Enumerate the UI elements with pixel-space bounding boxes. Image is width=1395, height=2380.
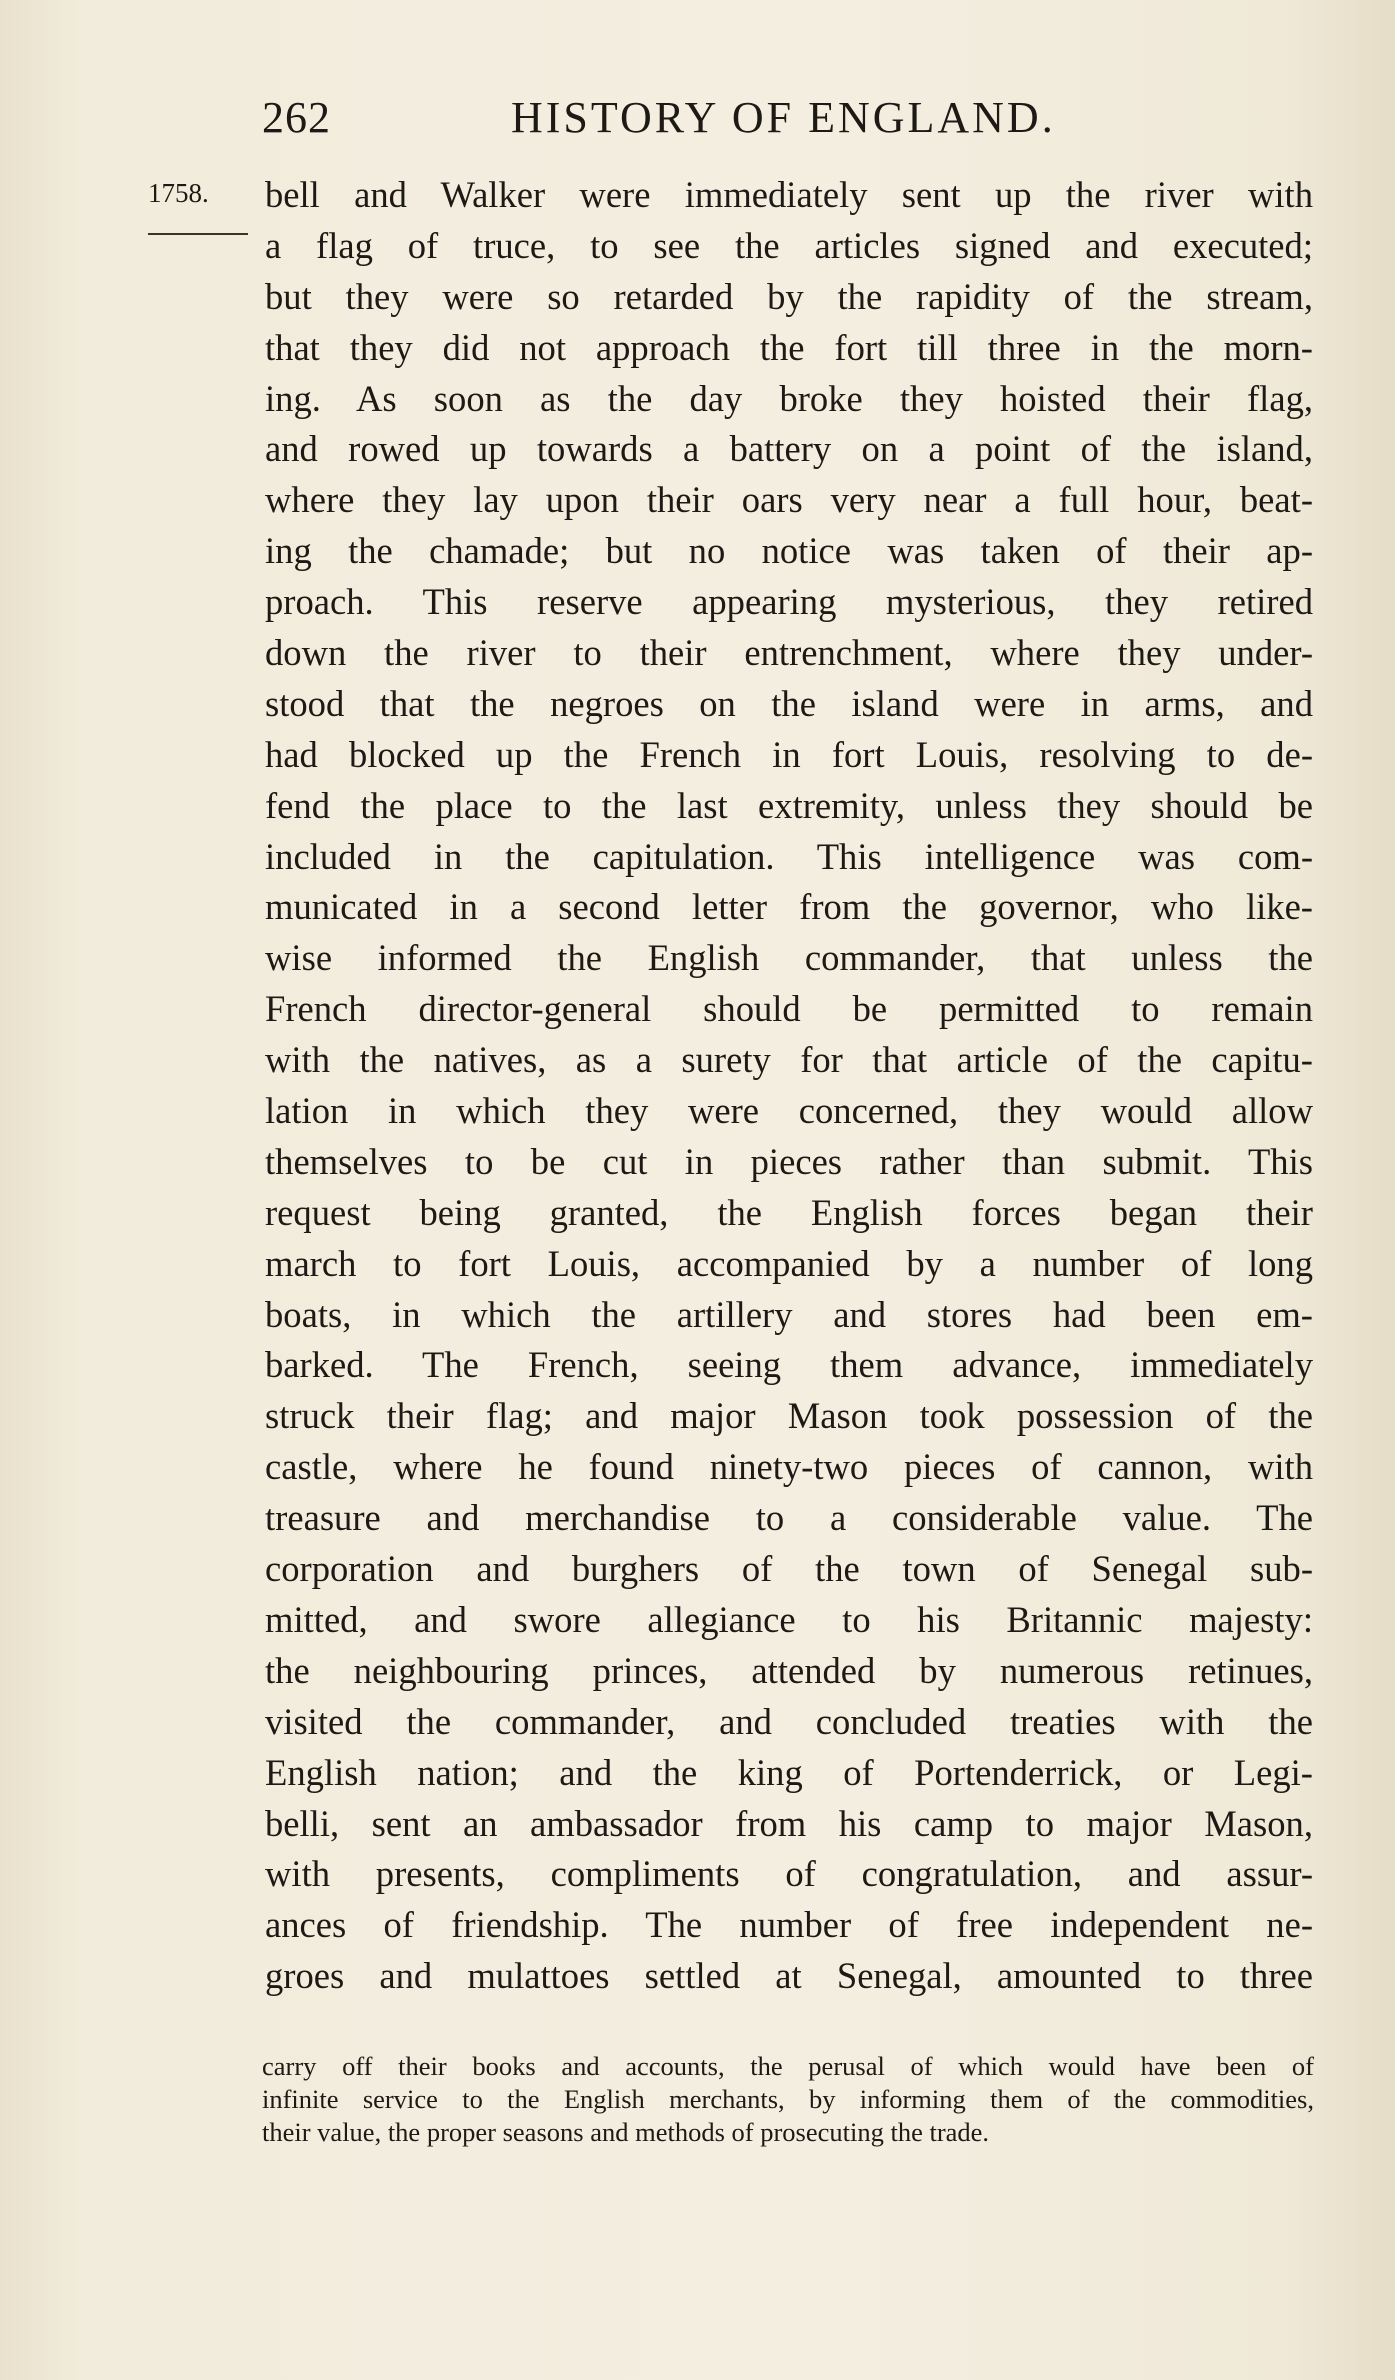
- text-line: included in the capitulation. This intelligence was com-: [265, 835, 1313, 877]
- text-line: ing. As soon as the day broke they hoisted their flag,: [265, 377, 1313, 419]
- text-line: groes and mulattoes settled at Senegal, amounted to three: [265, 1955, 1313, 1997]
- text-line: stood that the negroes on the island were in arms, and: [265, 682, 1313, 724]
- text-line: a flag of truce, to see the articles signed and executed;: [265, 224, 1313, 266]
- text-line: the neighbouring princes, attended by numerous retinues,: [265, 1649, 1313, 1691]
- text-line: ances of friendship. The number of free independent ne-: [265, 1904, 1313, 1946]
- text-line: struck their flag; and major Mason took possession of the: [265, 1395, 1313, 1437]
- text-line: march to fort Louis, accompanied by a number of long: [265, 1242, 1313, 1284]
- margin-year: 1758.: [148, 178, 209, 208]
- footnote-line: their value, the proper seasons and methods of prosecuting the trade.: [262, 2117, 990, 2147]
- text-line: request being granted, the English forces began their: [265, 1191, 1313, 1233]
- text-line: treasure and merchandise to a considerable value. The: [265, 1497, 1313, 1539]
- text-line: barked. The French, seeing them advance, immediately: [265, 1344, 1313, 1386]
- body-text: [265, 170, 1313, 2002]
- text-line: boats, in which the artillery and stores had been em-: [265, 1293, 1313, 1335]
- text-line: with the natives, as a surety for that article of the capitu-: [265, 1039, 1313, 1081]
- footnote: [262, 2050, 1314, 2149]
- text-line: mitted, and swore allegiance to his Britannic majesty:: [265, 1598, 1313, 1640]
- text-line: where they lay upon their oars very near a full hour, beat-: [265, 479, 1313, 521]
- text-line: but they were so retarded by the rapidity of the stream,: [265, 275, 1313, 317]
- text-line: with presents, compliments of congratulation, and assur-: [265, 1853, 1313, 1895]
- text-line: fend the place to the last extremity, unless they should be: [265, 784, 1313, 826]
- text-line: castle, where he found ninety-two pieces of cannon, with: [265, 1446, 1313, 1488]
- text-line: lation in which they were concerned, they would allow: [265, 1090, 1313, 1132]
- margin-rule: [148, 233, 248, 235]
- running-title: HISTORY OF ENGLAND.: [511, 93, 1056, 142]
- text-line: down the river to their entrenchment, where they under-: [265, 632, 1313, 674]
- text-line: belli, sent an ambassador from his camp to major Mason,: [265, 1802, 1313, 1844]
- footnote-line: infinite service to the English merchants, by informing them of the commodities,: [262, 2084, 1314, 2114]
- text-line: corporation and burghers of the town of Senegal sub-: [265, 1548, 1313, 1590]
- text-line: English nation; and the king of Portenderrick, or Legi-: [265, 1751, 1313, 1793]
- text-line: that they did not approach the fort till three in the morn-: [265, 326, 1313, 368]
- text-line: French director-general should be permitted to remain: [265, 988, 1313, 1030]
- text-line: wise informed the English commander, that unless the: [265, 937, 1313, 979]
- text-line: had blocked up the French in fort Louis, resolving to de-: [265, 733, 1313, 775]
- text-line: ing the chamade; but no notice was taken of their ap-: [265, 530, 1313, 572]
- text-line: proach. This reserve appearing mysterious, they retired: [265, 581, 1313, 623]
- text-line: municated in a second letter from the governor, who like-: [265, 886, 1313, 928]
- footnote-line: carry off their books and accounts, the perusal of which would have been of: [262, 2051, 1314, 2081]
- text-line: and rowed up towards a battery on a point of the island,: [265, 428, 1313, 470]
- text-line: bell and Walker were immediately sent up the river with: [265, 174, 1313, 215]
- page-number: 262: [262, 93, 331, 142]
- text-line: themselves to be cut in pieces rather than submit. This: [265, 1140, 1313, 1182]
- text-line: visited the commander, and concluded treaties with the: [265, 1700, 1313, 1742]
